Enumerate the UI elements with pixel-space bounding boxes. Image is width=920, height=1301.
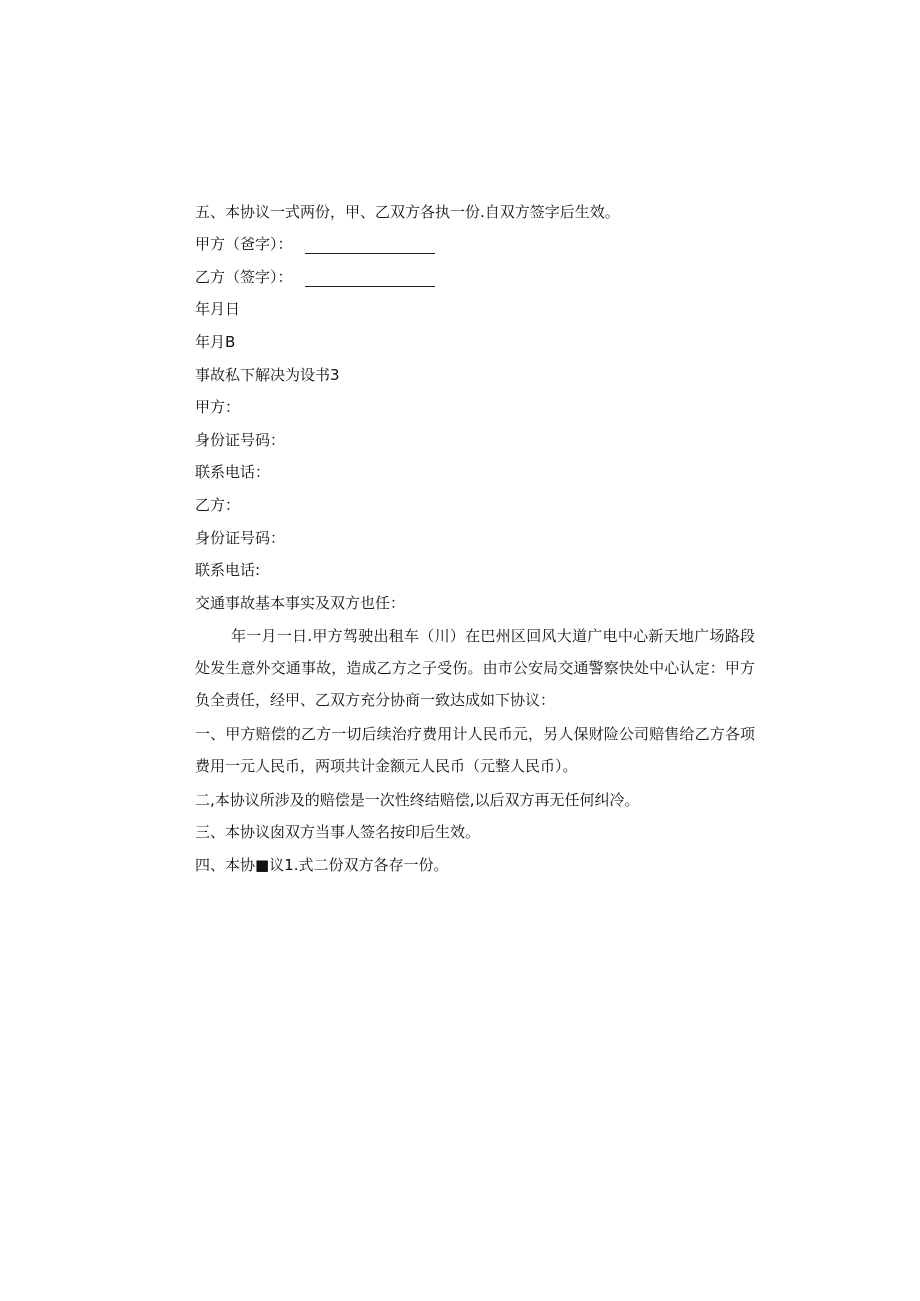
accident-facts-paragraph: 年一月一日.甲方驾驶出租车（川）在巴州区回风大道广电中心新天地广场路段处发生意外交通事故，造成乙方之子受伤。由市公安局交通警察快处中心认定：甲方负全责任，经甲、乙双方充分协商一致达成如下协议： (195, 627, 755, 709)
clause-five: 五、本协议一式两份，甲、乙双方各执一份.自双方签字后生效。 (195, 203, 620, 221)
party-b-signature-label: 乙方（签字）： (195, 268, 293, 286)
clause-four: 四、本协■议1.式二份双方各存一份。 (195, 856, 449, 874)
party-b-phone-label: 联系电话: (195, 561, 261, 579)
party-a-signature-blank (305, 239, 435, 254)
date-line-2: 年月B (195, 333, 236, 351)
party-b-signature-row (195, 267, 435, 287)
party-a-signature-row (195, 234, 435, 254)
party-a-signature-label: 甲方（爸字）： (195, 235, 293, 253)
party-a-id-label: 身份证号码： (195, 431, 286, 449)
party-a-label: 甲方： (195, 398, 241, 416)
party-b-id-label: 身份证号码： (195, 529, 286, 547)
party-b-signature-blank (305, 272, 435, 287)
party-b-label: 乙方： (195, 496, 241, 514)
clause-three: 三、本协议囱双方当事人签名按印后生效。 (195, 823, 481, 841)
party-a-phone-label: 联系电话： (195, 463, 271, 481)
clause-one-paragraph: 一、甲方赔偿的乙方一切后续治疗费用计人民币元，另人保财险公司赔售给乙方各项费用一元人民币，两项共计金额元人民币（元整人民币）。 (195, 725, 755, 775)
date-line-1: 年月日 (195, 300, 241, 318)
facts-heading: 交通事故基本事实及双方也任： (195, 594, 406, 612)
clause-two: 二,本协议所涉及的赔偿是一次性终结赔偿,以后双方再无任何纠冷。 (195, 791, 640, 809)
document-title: 事故私下解决为设书3 (195, 366, 340, 384)
